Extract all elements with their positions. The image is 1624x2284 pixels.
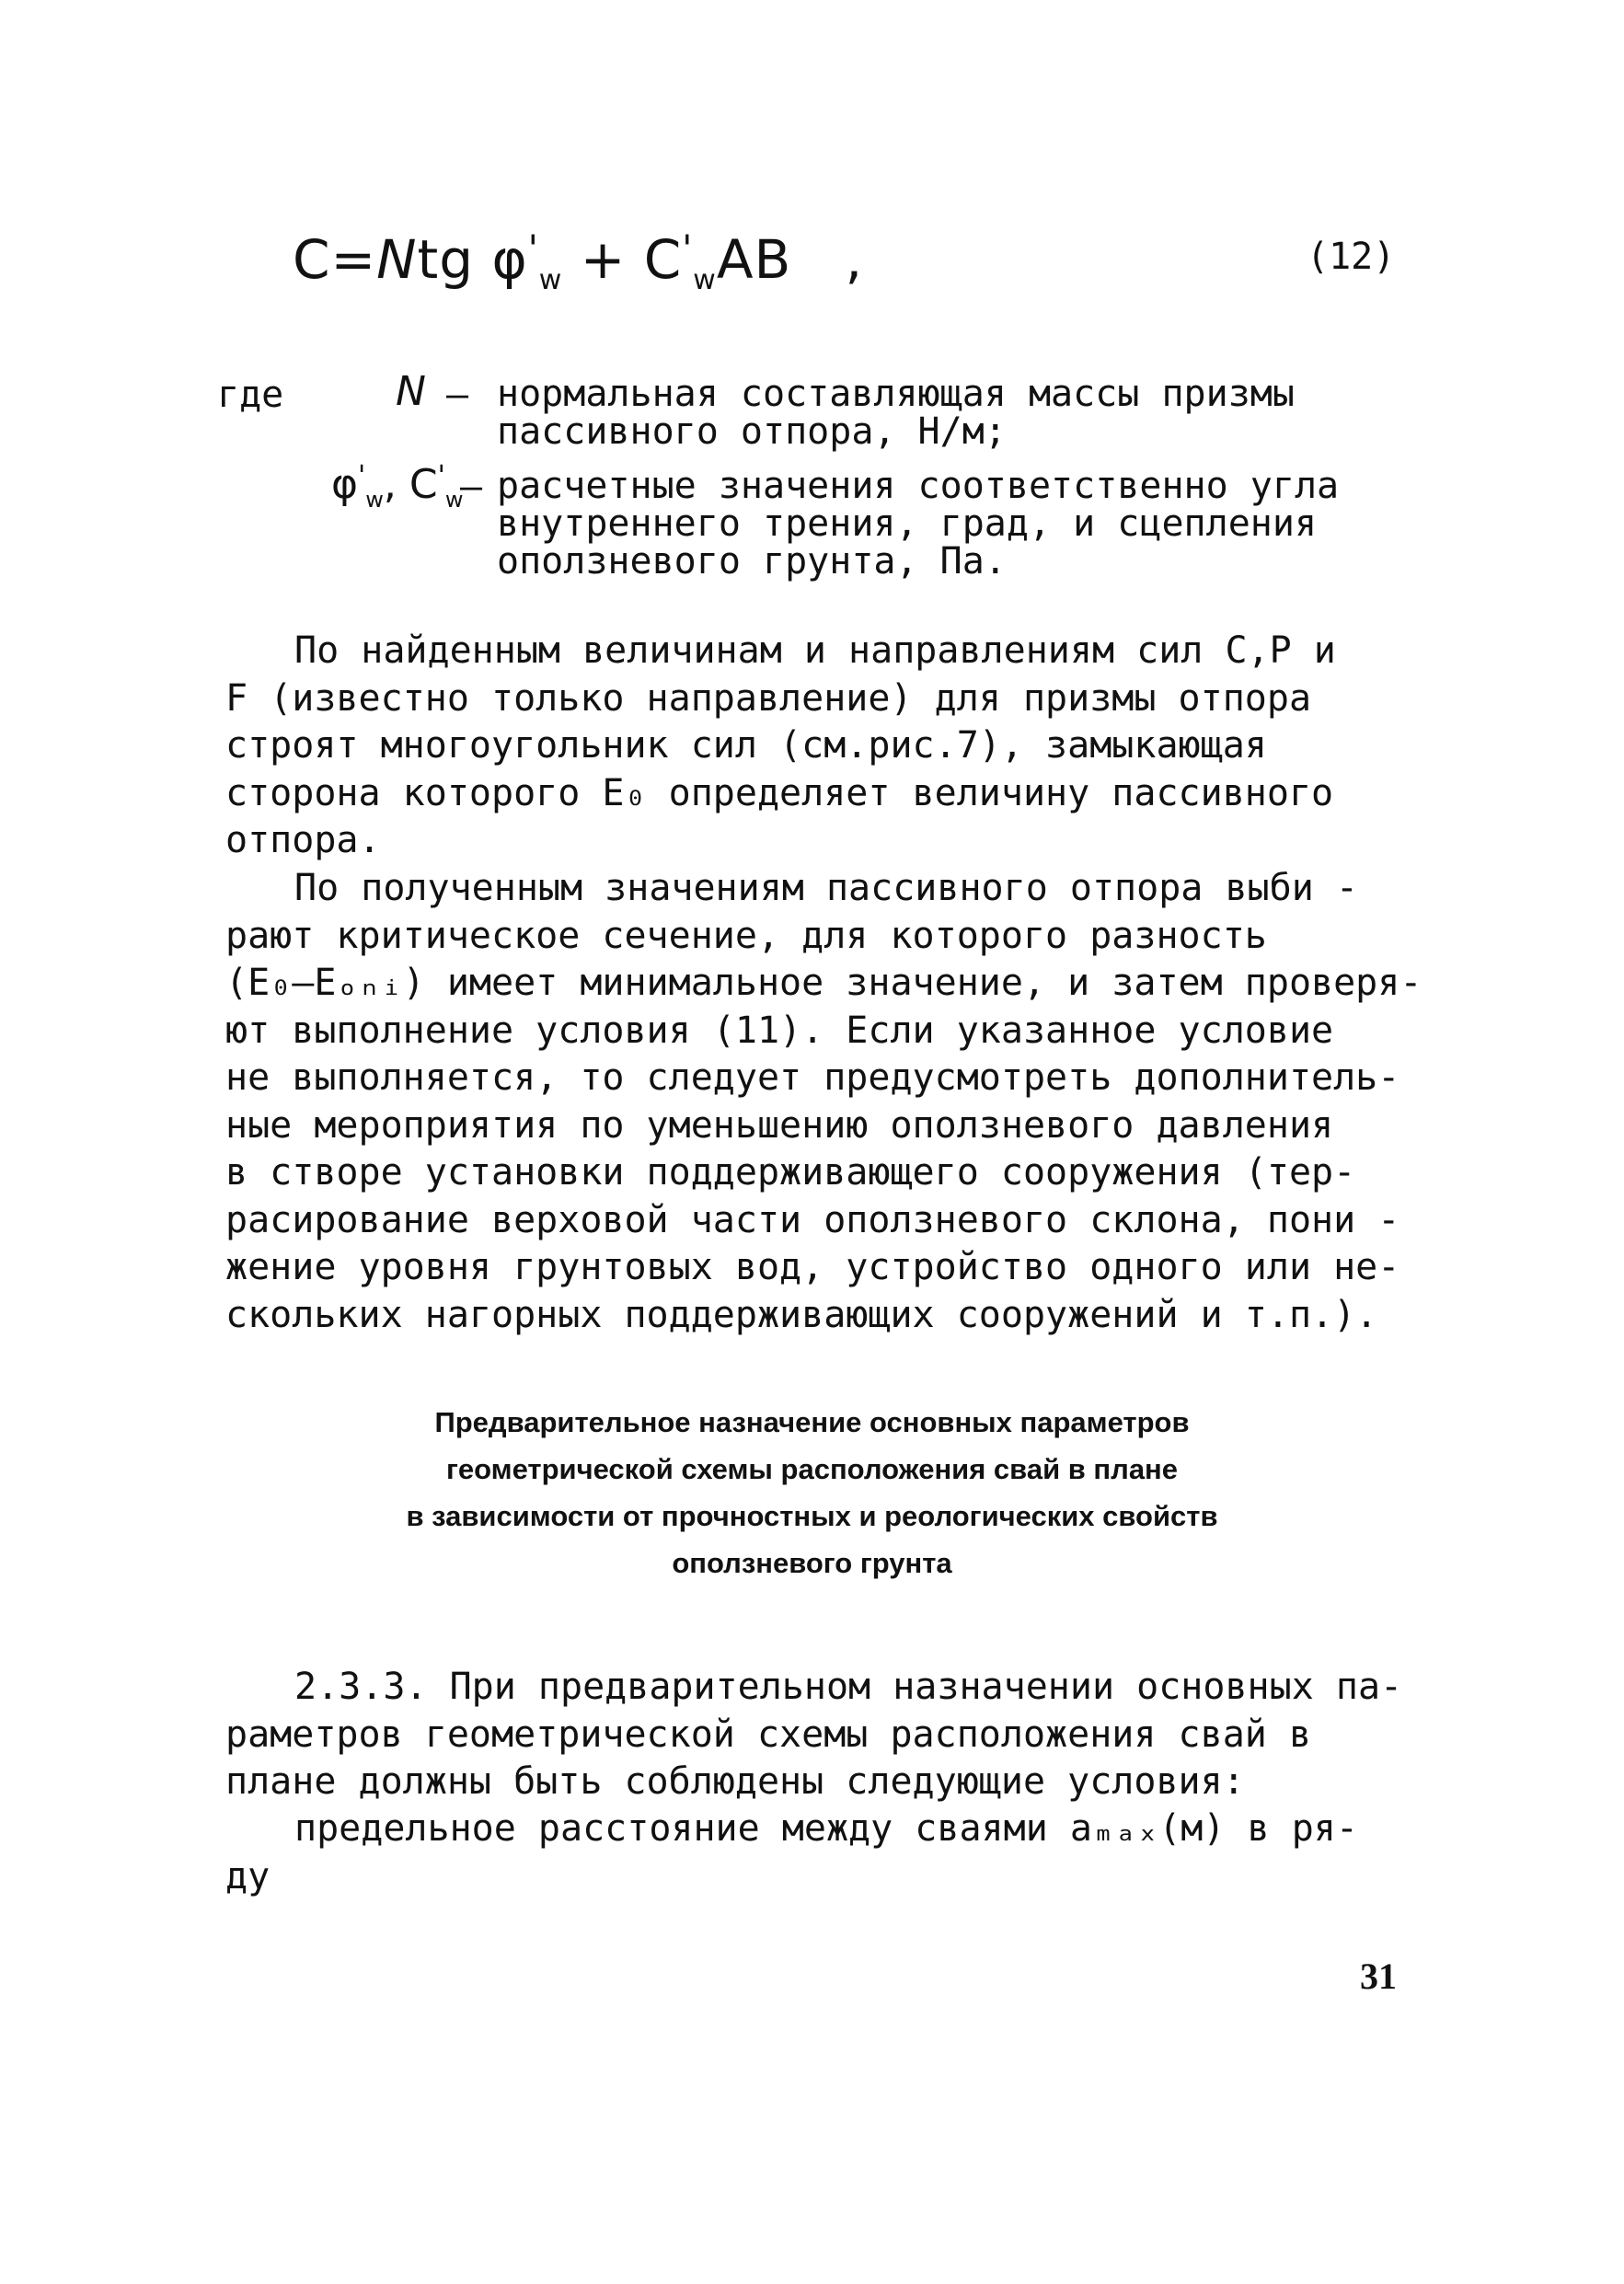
definition-text-n: нормальная составляющая массы призмы пассивного отпора, Н/м; [497, 373, 1295, 453]
formula-number: (12) [1307, 236, 1396, 278]
page-number: 31 [1360, 1955, 1397, 1997]
formula-phi: φ [491, 228, 528, 291]
definition-symbol-phi-c: $\varphi'_w$, $C'_w$ [331, 460, 464, 513]
formula-equals: = [330, 228, 377, 291]
definition-dash-n: – [446, 374, 469, 416]
formula-tg: tg [417, 228, 475, 291]
formula-comma: , [845, 228, 864, 291]
definition-dash-phi-c: – [460, 466, 483, 508]
formula-lhs: C [293, 228, 331, 291]
formula-n: N [376, 228, 418, 291]
paragraph-critical-section: По полученным значениям пассивного отпора выби - рают критическое сечение, для которого разность (E₀–Eₒₙᵢ) имеет минимальное значение, и затем проверя- ют выполнение условия (11). Если указанное условие не выполняется, то следует предусмотреть дополнитель- ные мероприятия по уменьшению оползневого давления в створе установки поддерживающего сооружения (тер- расирование верховой части оползневого склона, пони - жение уровня грунтовых вод, устройство одного или не- скольких нагорных поддерживающих сооружений и т.п.). [225, 867, 1422, 1336]
definition-symbol-c: C [409, 461, 438, 508]
definition-text-phi-c: расчетные значения соответственно угла внутреннего трения, град, и сцепления оползневого грунта, Па. [497, 465, 1340, 583]
formula-12: C=Ntg $\varphi'_w + C'_wAB$ , [293, 228, 864, 296]
definition-symbol-n: N [396, 368, 426, 415]
paragraph-2-3-3: 2.3.3. При предварительном назначении основных па- раметров геометрической схемы расположения свай в плане должны быть соблюдены следующие условия: [225, 1666, 1403, 1803]
definition-symbol-phi: φ [331, 461, 359, 508]
paragraph-max-distance: предельное расстояние между сваями aₘₐₓ(м) в ря- ду [225, 1807, 1358, 1898]
formula-plus: + [580, 228, 627, 291]
definition-symbol-sep: , [383, 461, 409, 508]
definitions-where: где [217, 374, 284, 416]
section-heading: Предварительное назначение основных параметров геометрической схемы расположения свай в плане в зависимости от прочностных и реологических свойств оползневого грунта [406, 1406, 1218, 1579]
formula-c: C [643, 228, 683, 291]
formula-c-sub: w [693, 264, 717, 296]
formula-ab: AB [716, 228, 792, 291]
paragraph-forces: По найденным величинам и направлениям сил C,P и F (известно только направление) для призмы отпора строят многоугольник сил (см.рис.7), замыкающая сторона которого E₀ определяет величину пассивного отпора. [225, 629, 1336, 861]
formula-phi-sub: w [538, 264, 563, 296]
